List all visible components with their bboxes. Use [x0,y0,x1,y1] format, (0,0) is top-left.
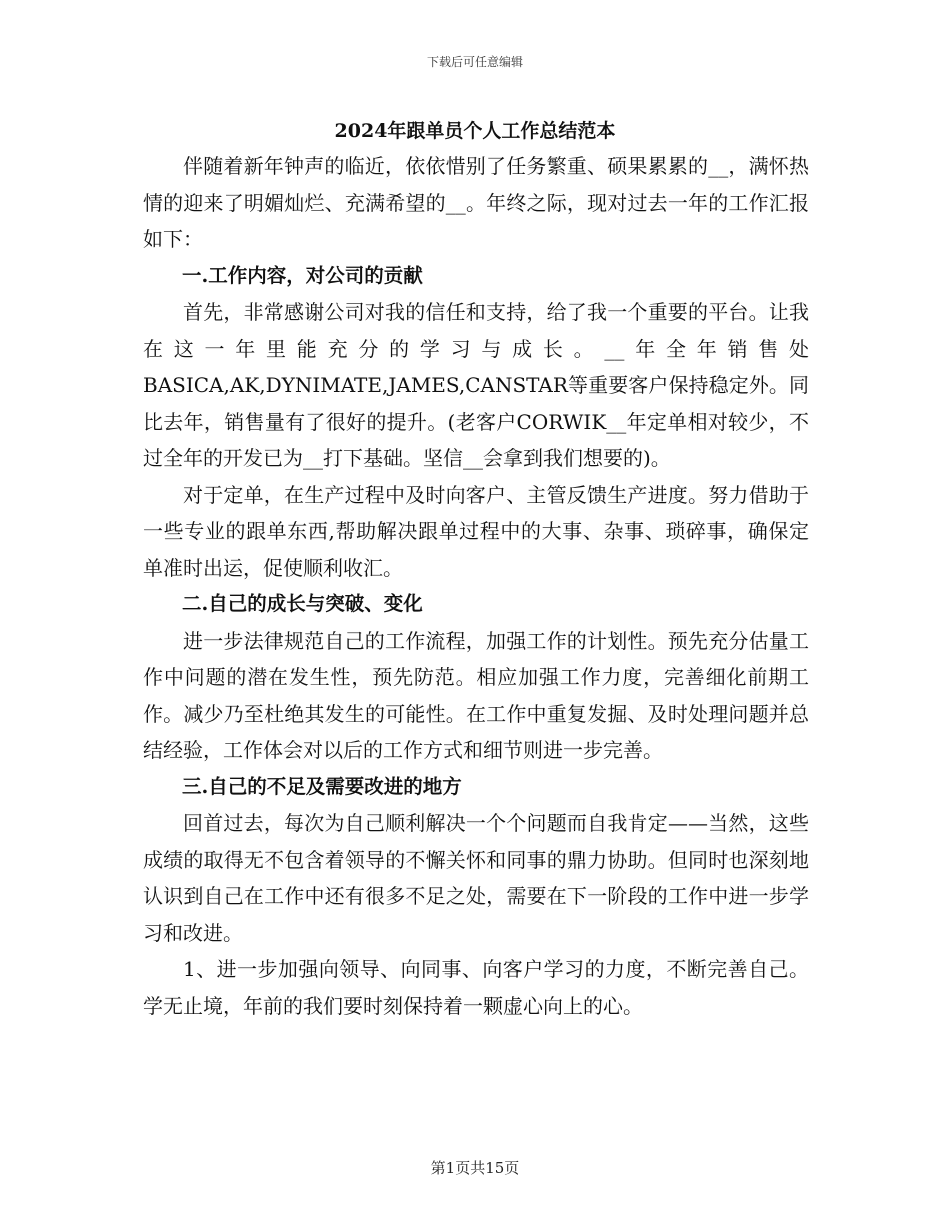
document-body [143,148,809,1024]
document-title: 2024年跟单员个人工作总结范本 [334,120,616,142]
page-footer-number: 第1页共15页 [430,1159,520,1177]
section-heading-1: 一.工作内容，对公司的贡献 [182,263,423,287]
intro-paragraph: 伴随着新年钟声的临近，依依惜别了任务繁重、硕果累累的__，满怀热情的迎来了明媚灿烂、充满希望的__。年终之际，现对过去一年的工作汇报如下： [143,154,809,251]
body-paragraph: 对于定单，在生产过程中及时向客户、主管反馈生产进度。努力借助于一些专业的跟单东西,帮助解决跟单过程中的大事、杂事、琐碎事，确保定单准时出运，促使顺利收汇。 [143,482,809,580]
page-header-note: 下载后可任意编辑 [426,55,523,69]
body-paragraph: 1、进一步加强向领导、向同事、向客户学习的力度，不断完善自己。学无止境，年前的我们要时刻保持着一颗虚心向上的心。 [143,957,809,1018]
section-heading-3: 三.自己的不足及需要改进的地方 [182,774,462,798]
section-heading-2: 二.自己的成长与突破、变化 [182,592,423,615]
body-paragraph: 进一步法律规范自己的工作流程，加强工作的计划性。预先充分估量工作中问题的潜在发生性，预先防范。相应加强工作力度，完善细化前期工作。减少乃至杜绝其发生的可能性。在工作中重复发掘、及时处理问题并总结经验，工作体会对以后的工作方式和细节则进一步完善。 [143,628,809,762]
body-paragraph: 回首过去，每次为自己顺利解决一个个问题而自我肯定——当然，这些成绩的取得无不包含着领导的不懈关怀和同事的鼎力协助。但同时也深刻地认识到自己在工作中还有很多不足之处，需要在下一阶段的工作中进一步学习和改进。 [143,811,809,945]
body-paragraph: 首先，非常感谢公司对我的信任和支持，给了我一个重要的平台。让我在这一年里能充分的学习与成长。__年全年销售处BASICA,AK,DYNIMATE,JAMES,CANSTAR等重要客户保持稳定外。同比去年，销售量有了很好的提升。(老客户CORWIK__年定单相对较少，不过全年的开发已为__打下基础。坚信__会拿到我们想要的)。 [143,300,809,470]
